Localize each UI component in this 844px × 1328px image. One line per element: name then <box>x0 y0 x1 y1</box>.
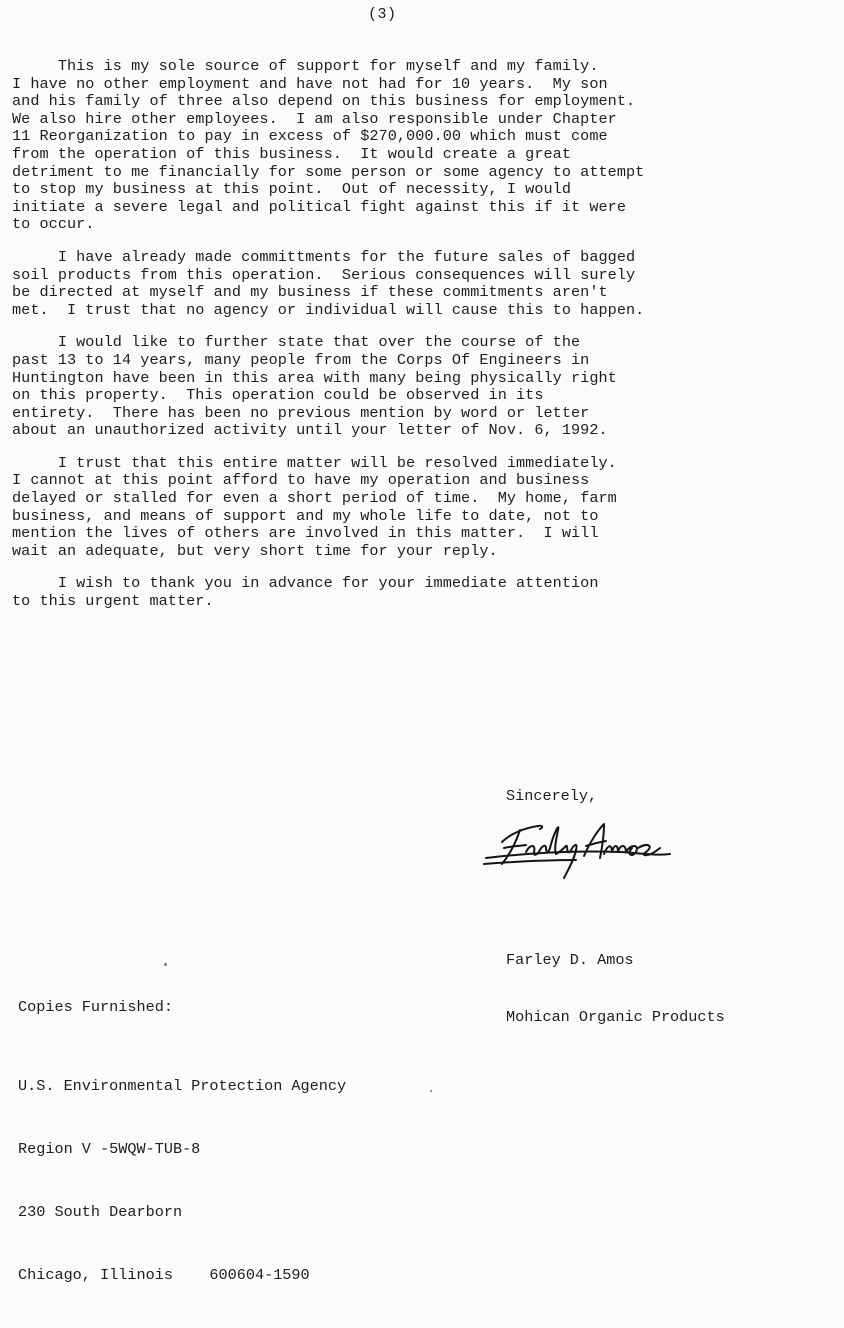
signer-name: Farley D. Amos <box>506 951 634 969</box>
signer-company: Mohican Organic Products <box>506 1008 725 1026</box>
paragraph-4: I trust that this entire matter will be resolved immediately. I cannot at this point afford to have my operation and business delayed or stalled for even a short period of time. My home, farm business, and means of support and my whole life to date, not to mention the lives of others are involved in this matter. I will wait an adequate, but very short time for your reply. <box>12 453 617 560</box>
recipient-street: 230 South Dearborn <box>18 1203 183 1221</box>
scan-speck <box>430 1090 432 1092</box>
signer-block <box>506 913 725 1065</box>
copies-heading: Copies Furnished: <box>18 998 173 1016</box>
recipient-organization: U.S. Environmental Protection Agency <box>18 1077 347 1095</box>
recipient-city-zip: Chicago, Illinois 600604-1590 <box>18 1266 310 1284</box>
paragraph-1: This is my sole source of support for myself and my family. I have no other employment and have not had for 10 years. My son and his family of three also depend on this business for employment. We also hire other employees. I am also responsible under Chapter 11 Reorganization to pay in excess of $270,000.00 which must come from the operation of this business. It would create a great detriment to me financially for some person or some agency to attempt to stop my business at this point. Out of necessity, I would initiate a severe legal and political fight against this if it were to occur. <box>12 57 645 234</box>
closing-salutation: Sincerely, <box>506 787 598 805</box>
letter-body <box>12 58 838 626</box>
paragraph-3: I would like to further state that over the course of the past 13 to 14 years, many people from the Corps Of Engineers in Huntington have been in this area with many being physically right on this property. This operation could be observed in its entirety. There has been no previous mention by word or letter about an unauthorized activity until your letter of Nov. 6, 1992. <box>12 333 617 440</box>
paragraph-5: I wish to thank you in advance for your immediate attention to this urgent matter. <box>12 574 599 611</box>
scan-speck <box>164 963 167 966</box>
recipient-address <box>18 1034 346 1328</box>
recipient-region: Region V -5WQW-TUB-8 <box>18 1140 201 1158</box>
handwritten-signature <box>480 808 680 884</box>
page-number: (3) <box>368 6 397 23</box>
paragraph-2: I have already made committments for the future sales of bagged soil products from this operation. Serious consequences will surely be directed at myself and my business if these commitments aren't met. I trust that no agency or individual will cause this to happen. <box>12 247 645 319</box>
